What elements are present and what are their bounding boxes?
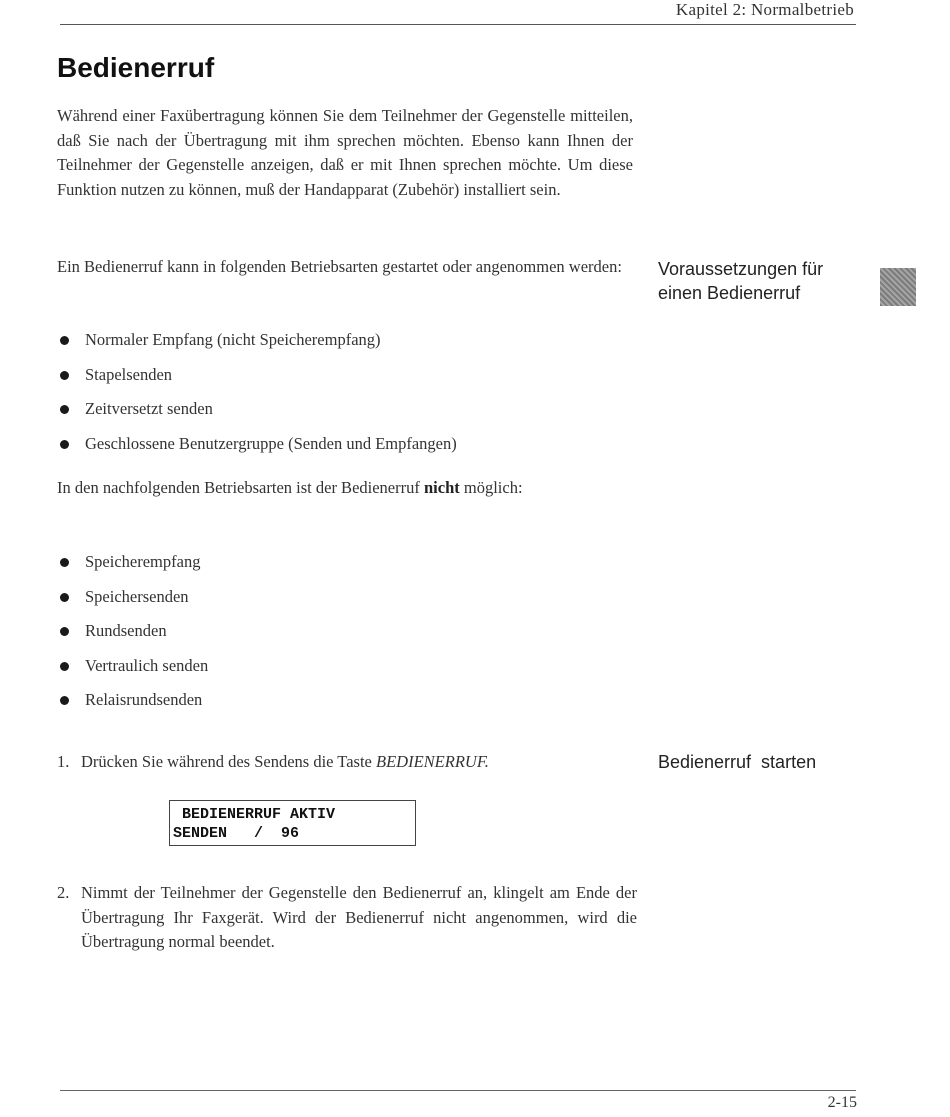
key-name: BEDIENERRUF. — [376, 752, 489, 771]
lcd-display — [169, 800, 416, 846]
step-1: 1. Drücken Sie während des Sendens die Taste BEDIENERRUF. — [57, 750, 637, 775]
bullet-icon — [60, 558, 69, 567]
bullet-icon — [60, 371, 69, 380]
allowed-modes-list — [57, 329, 637, 467]
step-number: 2. — [57, 883, 70, 902]
list-item: Stapelsenden — [57, 364, 637, 399]
list-item: Speicherempfang — [57, 551, 637, 586]
bullet-icon — [60, 662, 69, 671]
modes-intro-paragraph: Ein Bedienerruf kann in folgenden Betriebsarten gestartet oder angenommen werden: — [57, 257, 622, 276]
list-item: Geschlossene Benutzergruppe (Senden und Empfangen) — [57, 433, 637, 468]
chapter-thumb-tab — [880, 268, 916, 306]
list-item: Relaisrundsenden — [57, 689, 637, 724]
bullet-icon — [60, 336, 69, 345]
bullet-icon — [60, 696, 69, 705]
list-item: Zeitversetzt senden — [57, 398, 637, 433]
list-item: Vertraulich senden — [57, 655, 637, 690]
footer-rule — [60, 1090, 856, 1091]
list-item: Normaler Empfang (nicht Speicherempfang) — [57, 329, 637, 364]
margin-note-start: Bedienerruf starten — [658, 752, 817, 772]
display-line-1: BEDIENERRUF AKTIV — [182, 806, 336, 823]
running-header: Kapitel 2: Normalbetrieb — [675, 0, 854, 19]
intro-paragraph: Während einer Faxübertragung können Sie dem Teilnehmer der Gegenstelle mitteilen, daß Sie nach der Übertragung mit ihm sprechen möchten. Ebenso kann Ihnen der Teilnehmer der Gegenstelle anzeigen, daß er mit Ihnen sprechen möchte. Um diese Funktion nutzen zu können, muß der Handapparat (Zubehör) installiert sein. — [57, 106, 633, 199]
not-possible-intro-paragraph: In den nachfolgenden Betriebsarten ist der Bedienerruf nicht möglich: — [57, 478, 523, 497]
bullet-icon — [60, 593, 69, 602]
step-number: 1. — [57, 752, 70, 771]
bullet-icon — [60, 405, 69, 414]
list-item: Speichersenden — [57, 586, 637, 621]
margin-note-prerequisites: Voraussetzungen für einen Bedienerruf — [658, 259, 824, 303]
section-title: Bedienerruf — [57, 52, 215, 83]
bullet-icon — [60, 627, 69, 636]
emphasis-not: nicht — [423, 478, 460, 497]
step-2: 2. Nimmt der Teilnehmer der Gegenstelle den Bedienerruf an, klingelt am Ende der Übertragung Ihr Faxgerät. Wird der Bedienerruf nicht angenommen, wird die Übertragung normal beendet. — [57, 883, 637, 951]
display-line-2: SENDEN / 96 — [173, 825, 300, 842]
disallowed-modes-list — [57, 551, 637, 724]
list-item: Rundsenden — [57, 620, 637, 655]
header-rule — [60, 24, 856, 25]
page-number: 2-15 — [827, 1094, 857, 1111]
bullet-icon — [60, 440, 69, 449]
